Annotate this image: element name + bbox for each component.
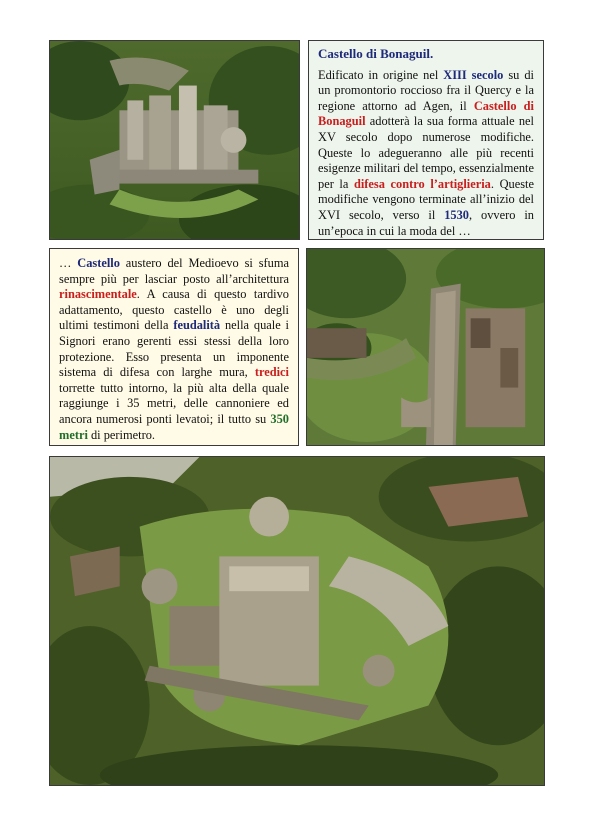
keyword-year: 1530: [444, 207, 469, 222]
text-run: di perimetro.: [87, 427, 155, 442]
history-text-box: [308, 40, 544, 240]
text-run: torrette tutto intorno, la più alta della quale raggiunge i 35 metri, delle cannoniere ed ancora numerosi ponti levatoi; il tutto su: [59, 380, 289, 426]
keyword-century: XIII secolo: [443, 67, 504, 82]
text-run: nella quale i Signori erano gerenti essi stessi della loro protezione. Esso presenta un imponente sistema di difesa con larghe mura,: [59, 318, 289, 380]
text-run: Edificato in origine nel: [318, 67, 444, 82]
keyword-artillery-defense: difesa contro l’artiglieria: [353, 176, 491, 191]
keyword-renaissance: rinascimentale: [59, 287, 137, 302]
castle-tower-photo: [306, 248, 545, 446]
keyword-feudalism: feudalità: [173, 318, 221, 333]
keyword-perimeter: 350 metri: [59, 411, 289, 442]
description-text-box: [49, 248, 299, 446]
text-run: . A causa di questo tardivo adattamento, questo castello è uno degli ultimi testimoni della: [59, 287, 289, 333]
keyword-castle: Castello: [77, 256, 120, 270]
text-run: adotterà la sua forma attuale nel XV secolo dopo numerose modifiche. Queste lo adegueranno alle più recenti esigenze militari del tempo, essenzialmente per la: [318, 114, 534, 191]
history-paragraph: [318, 68, 534, 240]
description-paragraph: [59, 254, 289, 443]
text-run: su di un promontorio roccioso fra il Quercy e la regione attorno ad Agen, il: [318, 67, 534, 113]
text-run: . Queste modifiche vengono terminate all’inizio del XVI secolo, verso il: [318, 176, 534, 222]
castle-aerial-photo-top: [49, 40, 300, 240]
text-run: …: [59, 256, 78, 270]
text-run: , ovvero in un’epoca in cui la moda del …: [318, 207, 534, 238]
castle-aerial-photo-large: [49, 456, 545, 786]
keyword-thirteen: tredici: [254, 365, 289, 380]
text-run: austero del Medioevo si sfuma sempre più per lasciar posto all’architettura: [59, 256, 289, 286]
article-title: Castello di Bonaguil.: [318, 46, 434, 61]
keyword-castle-name: Castello di Bonaguil: [318, 98, 534, 129]
